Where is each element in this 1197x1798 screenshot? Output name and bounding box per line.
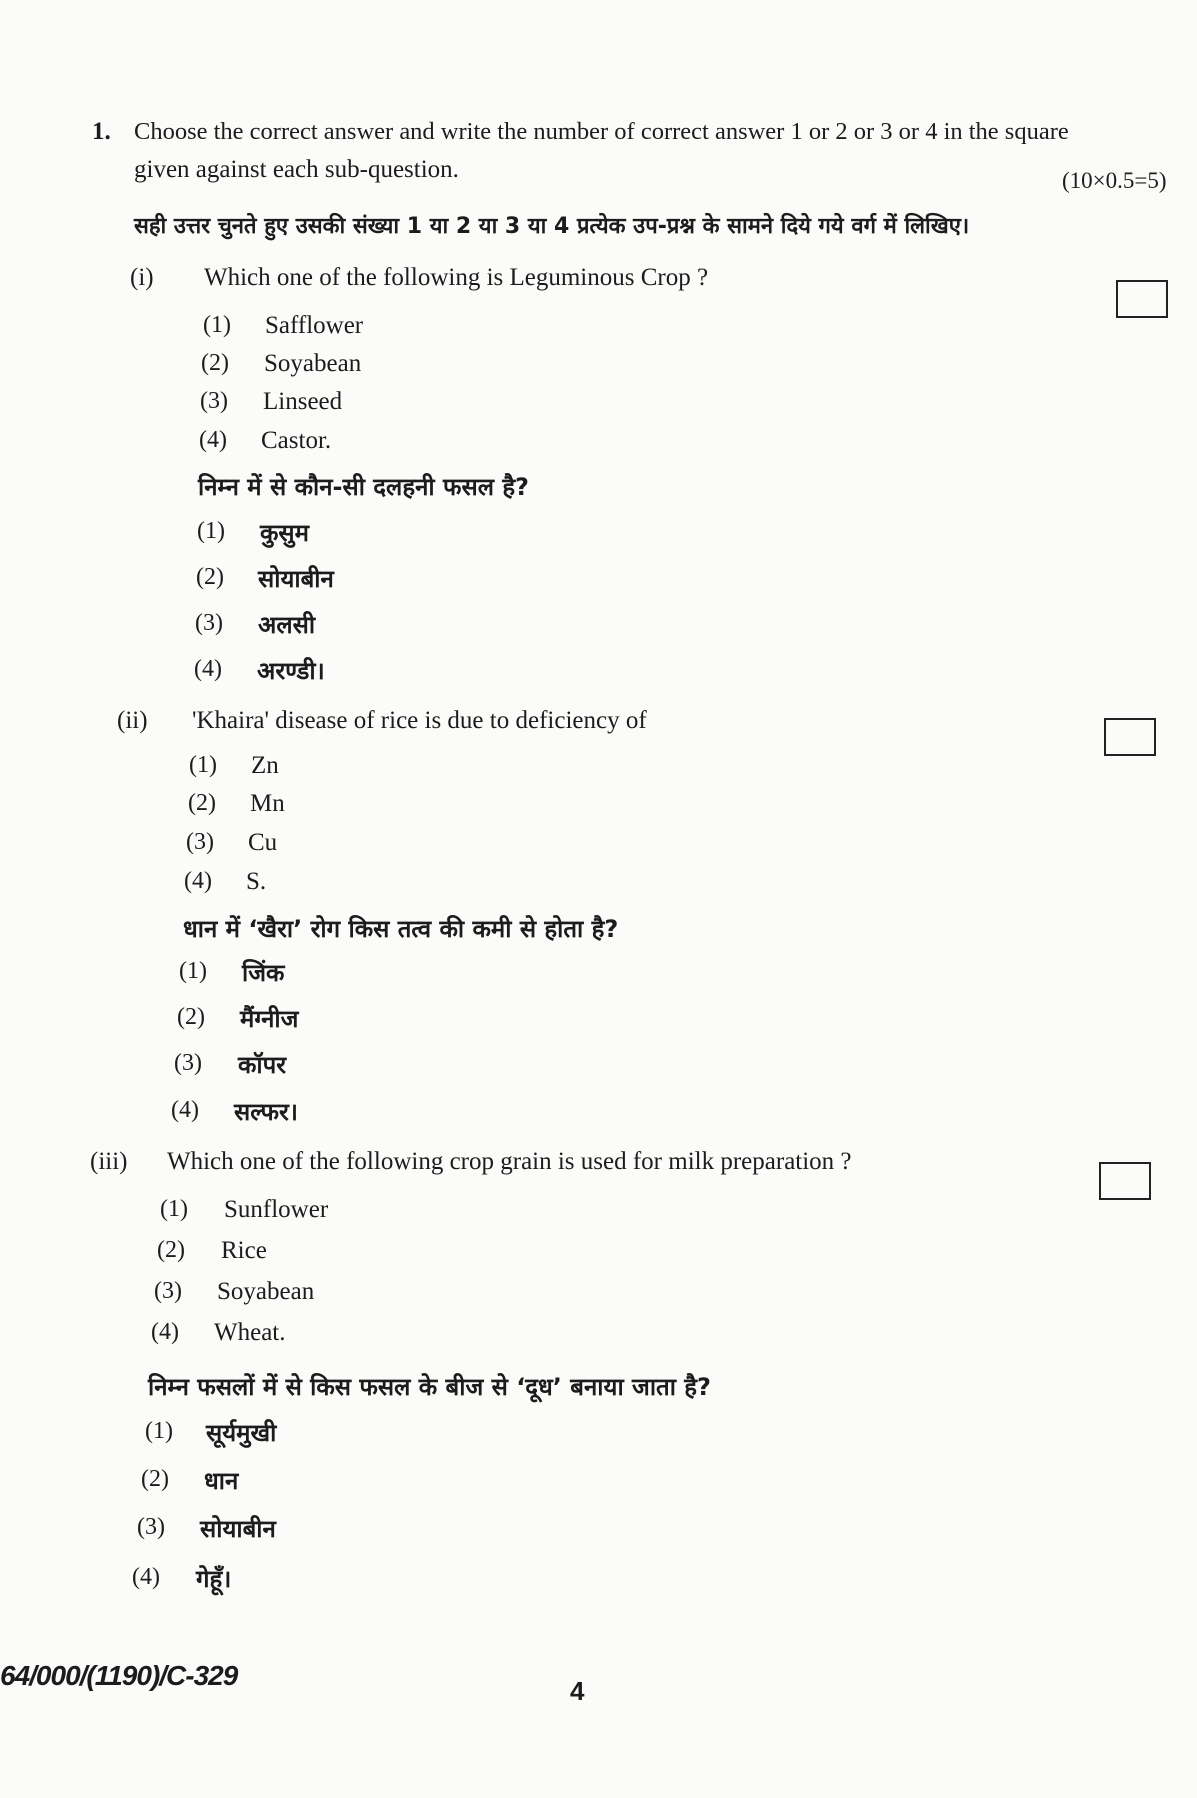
marks-allocation: (10×0.5=5) <box>1062 168 1167 193</box>
option-number: (4) <box>171 1097 199 1123</box>
subquestion-ii-hindi: धान में ‘खैरा’ रोग किस तत्व की कमी से होता है? <box>183 915 619 943</box>
subquestion-i-hindi: निम्न में से कौन-सी दलहनी फसल है? <box>198 473 529 501</box>
option-text: धान <box>204 1467 239 1495</box>
option-number: (3) <box>200 388 228 414</box>
option-number: (2) <box>177 1004 205 1030</box>
option-number: (1) <box>179 958 207 984</box>
option-text: Rice <box>221 1237 267 1264</box>
option-text: अरण्डी। <box>257 657 325 685</box>
question-number: 1. <box>92 118 111 145</box>
option-text: Zn <box>251 752 279 779</box>
subquestion-ii-text: 'Khaira' disease of rice is due to deficiency of <box>192 707 647 734</box>
option-number: (4) <box>184 868 212 894</box>
option-text: कुसुम <box>260 519 310 547</box>
subquestion-label-ii: (ii) <box>117 707 148 734</box>
option-number: (2) <box>141 1466 169 1492</box>
answer-box-i[interactable] <box>1116 280 1168 318</box>
option-text: सूर्यमुखी <box>206 1419 277 1447</box>
option-text: Mn <box>250 790 285 817</box>
option-text: Linseed <box>263 388 343 415</box>
subquestion-label-iii: (iii) <box>90 1148 128 1175</box>
answer-box-iii[interactable] <box>1099 1162 1151 1200</box>
option-number: (2) <box>201 350 229 376</box>
option-number: (3) <box>174 1050 202 1076</box>
option-text: कॉपर <box>238 1051 287 1079</box>
answer-box-ii[interactable] <box>1104 718 1156 756</box>
option-number: (1) <box>160 1196 188 1222</box>
option-number: (3) <box>195 610 223 636</box>
option-text: Cu <box>248 829 278 856</box>
option-text: Wheat. <box>214 1319 286 1346</box>
option-number: (4) <box>132 1564 160 1590</box>
option-text: Sunflower <box>224 1196 329 1223</box>
option-number: (2) <box>188 790 216 816</box>
subquestion-iii-hindi: निम्न फसलों में से किस फसल के बीज से ‘दूध’ बनाया जाता है? <box>148 1373 711 1401</box>
option-text: सोयाबीन <box>258 565 334 593</box>
option-number: (1) <box>189 752 217 778</box>
option-number: (4) <box>199 427 227 453</box>
option-number: (1) <box>197 518 225 544</box>
page-number: 4 <box>570 1676 585 1706</box>
option-text: S. <box>246 868 267 895</box>
option-text: Safflower <box>265 312 364 339</box>
option-text: Soyabean <box>217 1278 315 1305</box>
option-text: अलसी <box>258 611 316 639</box>
option-number: (1) <box>203 312 231 338</box>
option-number: (2) <box>157 1237 185 1263</box>
instruction-line-1: Choose the correct answer and write the number of correct answer 1 or 2 or 3 or 4 in the square <box>134 118 1069 145</box>
option-number: (1) <box>145 1418 173 1444</box>
option-number: (3) <box>186 829 214 855</box>
option-text: जिंक <box>242 959 285 987</box>
option-number: (3) <box>137 1514 165 1540</box>
instruction-hindi: सही उत्तर चुनते हुए उसकी संख्या 1 या 2 या 3 या 4 प्रत्येक उप-प्रश्न के सामने दिये गये वर्ग में लिखिए। <box>134 214 970 239</box>
option-text: Soyabean <box>264 350 362 377</box>
option-text: सोयाबीन <box>200 1515 276 1543</box>
option-number: (4) <box>151 1319 179 1345</box>
option-text: मैंग्नीज <box>240 1005 299 1033</box>
subquestion-iii-text: Which one of the following crop grain is used for milk preparation ? <box>167 1148 852 1175</box>
option-text: सल्फर। <box>234 1098 298 1126</box>
option-number: (4) <box>194 656 222 682</box>
option-text: Castor. <box>261 427 332 454</box>
paper-code: 64/000/(1190)/C-329 <box>0 1660 238 1691</box>
option-text: गेहूँ। <box>196 1565 232 1593</box>
instruction-line-2: given against each sub-question. <box>134 156 459 183</box>
option-number: (3) <box>154 1278 182 1304</box>
option-number: (2) <box>196 564 224 590</box>
subquestion-i-text: Which one of the following is Leguminous Crop ? <box>204 264 709 291</box>
subquestion-label-i: (i) <box>130 264 154 291</box>
